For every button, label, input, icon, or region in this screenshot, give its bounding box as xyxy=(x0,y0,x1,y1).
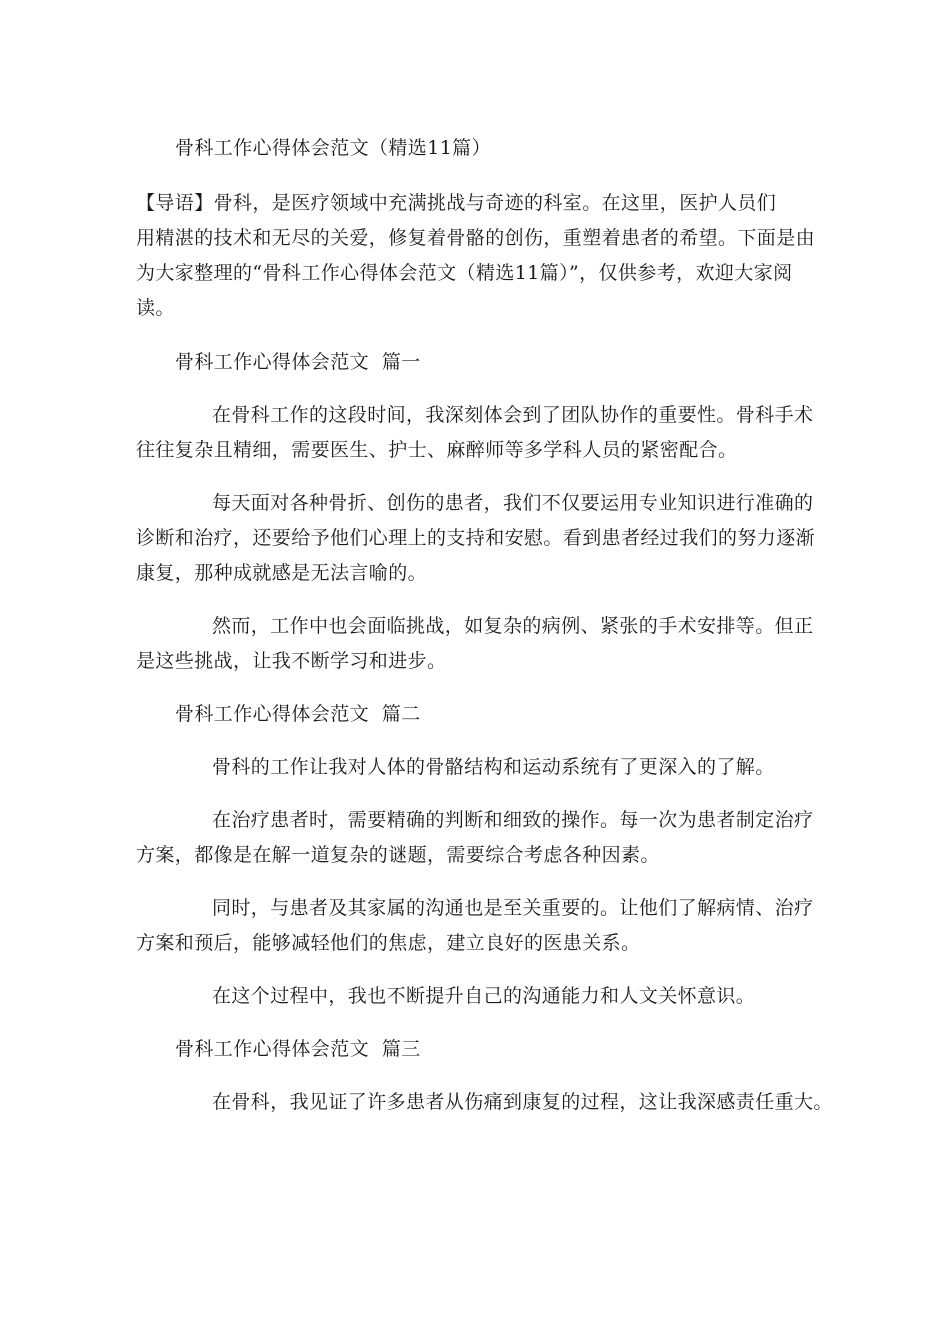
document-title: 骨科工作心得体会范文（精选11篇） xyxy=(175,137,491,159)
paragraph-line: 同时，与患者及其家属的沟通也是至关重要的。让他们了解病情、治疗 xyxy=(212,897,814,919)
paragraph-line: 每天面对各种骨折、创伤的患者，我们不仅要运用专业知识进行准确的 xyxy=(212,492,814,514)
paragraph-line: 康复，那种成就感是无法言喻的。 xyxy=(136,562,428,584)
paragraph-line: 方案和预后，能够减轻他们的焦虑，建立良好的医患关系。 xyxy=(136,932,641,954)
section-heading-3: 骨科工作心得体会范文 篇三 xyxy=(175,1038,421,1060)
section-heading-1: 骨科工作心得体会范文 篇一 xyxy=(175,351,421,373)
paragraph-line: 方案，都像是在解一道复杂的谜题，需要综合考虑各种因素。 xyxy=(136,844,660,866)
paragraph-line: 在骨科，我见证了许多患者从伤痛到康复的过程，这让我深感责任重大。 xyxy=(212,1091,833,1113)
paragraph-line: 然而，工作中也会面临挑战，如复杂的病例、紧张的手术安排等。但正 xyxy=(212,615,814,637)
paragraph-line: 往往复杂且精细，需要医生、护士、麻醉师等多学科人员的紧密配合。 xyxy=(136,439,738,461)
paragraph-line: 在这个过程中，我也不断提升自己的沟通能力和人文关怀意识。 xyxy=(212,985,756,1007)
paragraph-line: 是这些挑战，让我不断学习和进步。 xyxy=(136,650,447,672)
paragraph-line: 在治疗患者时，需要精确的判断和细致的操作。每一次为患者制定治疗 xyxy=(212,809,814,831)
intro-line: 为大家整理的“骨科工作心得体会范文（精选11篇）”，仅供参考，欢迎大家阅 xyxy=(136,262,793,284)
intro-line: 读。 xyxy=(136,297,175,319)
intro-line: 【导语】骨科，是医疗领域中充满挑战与奇迹的科室。在这里，医护人员们 xyxy=(136,192,777,214)
section-heading-2: 骨科工作心得体会范文 篇二 xyxy=(175,703,421,725)
paragraph-line: 在骨科工作的这段时间，我深刻体会到了团队协作的重要性。骨科手术 xyxy=(212,404,814,426)
paragraph-line: 诊断和治疗，还要给予他们心理上的支持和安慰。看到患者经过我们的努力逐渐 xyxy=(136,527,816,549)
intro-line: 用精湛的技术和无尽的关爱，修复着骨骼的创伤，重塑着患者的希望。下面是由 xyxy=(136,227,816,249)
paragraph-line: 骨科的工作让我对人体的骨骼结构和运动系统有了更深入的了解。 xyxy=(212,756,775,778)
